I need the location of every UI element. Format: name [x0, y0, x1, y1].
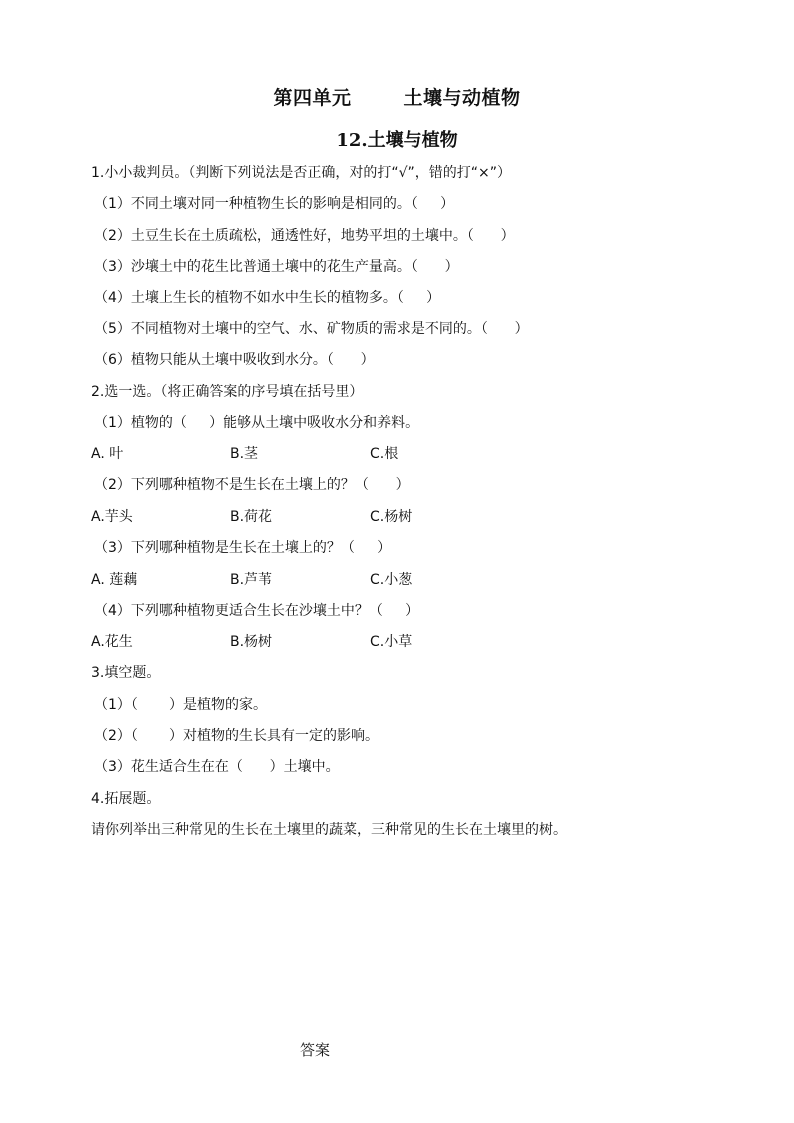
judge-item-3: （3）沙壤土中的花生比普通土壤中的花生产量高。（ ） [94, 259, 459, 275]
judge-item-1: （1）不同土壤对同一种植物生长的影响是相同的。（ ） [94, 196, 455, 212]
option-b: B.杨树 [230, 634, 273, 650]
fill-item-2: （2）（ ）对植物的生长具有一定的影响。 [94, 728, 380, 744]
section1-heading: 1.小小裁判员。（判断下列说法是否正确，对的打“√”，错的打“×”） [91, 165, 512, 181]
option-b: B.荷花 [230, 509, 273, 525]
unit-name: 土壤与动植物 [403, 87, 521, 109]
section3-heading: 3.填空题。 [91, 665, 161, 681]
option-a: A. 莲藕 [91, 572, 138, 588]
judge-item-4: （4）土壤上生长的植物不如水中生长的植物多。（ ） [94, 290, 441, 306]
option-c: C.小草 [370, 634, 413, 650]
choice-options-2 [91, 507, 611, 527]
option-c: C.杨树 [370, 509, 413, 525]
answer-label: 答案 [300, 1041, 331, 1059]
judge-item-5: （5）不同植物对土壤中的空气、水、矿物质的需求是不同的。（ ） [94, 321, 529, 337]
option-b: B.芦苇 [230, 572, 273, 588]
choice-question-1: （1）植物的（ ）能够从土壤中吸收水分和养料。 [94, 415, 420, 431]
choice-options-4 [91, 632, 611, 652]
option-a: A.芋头 [91, 509, 133, 525]
judge-item-6: （6）植物只能从土壤中吸收到水分。（ ） [94, 352, 375, 368]
choice-options-1 [91, 444, 611, 464]
option-a: A. 叶 [91, 446, 124, 462]
choice-question-2: （2）下列哪种植物不是生长在土壤上的？（ ） [94, 477, 410, 493]
extension-question: 请你列举出三种常见的生长在土壤里的蔬菜，三种常见的生长在土壤里的树。 [91, 822, 567, 838]
unit-title [0, 83, 794, 110]
section2-heading: 2.选一选。（将正确答案的序号填在括号里） [91, 384, 364, 400]
option-c: C.小葱 [370, 572, 413, 588]
lesson-title: 12.土壤与植物 [336, 130, 458, 151]
choice-options-3 [91, 570, 611, 590]
judge-item-2: （2）土豆生长在土质疏松，通透性好，地势平坦的土壤中。（ ） [94, 228, 515, 244]
choice-question-4: （4）下列哪种植物更适合生长在沙壤土中？（ ） [94, 603, 420, 619]
fill-item-1: （1）（ ）是植物的家。 [94, 697, 268, 713]
option-b: B.茎 [230, 446, 259, 462]
choice-question-3: （3）下列哪种植物是生长在土壤上的？（ ） [94, 540, 392, 556]
fill-item-3: （3）花生适合生在在（ ）土壤中。 [94, 759, 340, 775]
section4-heading: 4.拓展题。 [91, 791, 161, 807]
option-c: C.根 [370, 446, 399, 462]
unit-number: 第四单元 [273, 87, 352, 109]
option-a: A.花生 [91, 634, 133, 650]
